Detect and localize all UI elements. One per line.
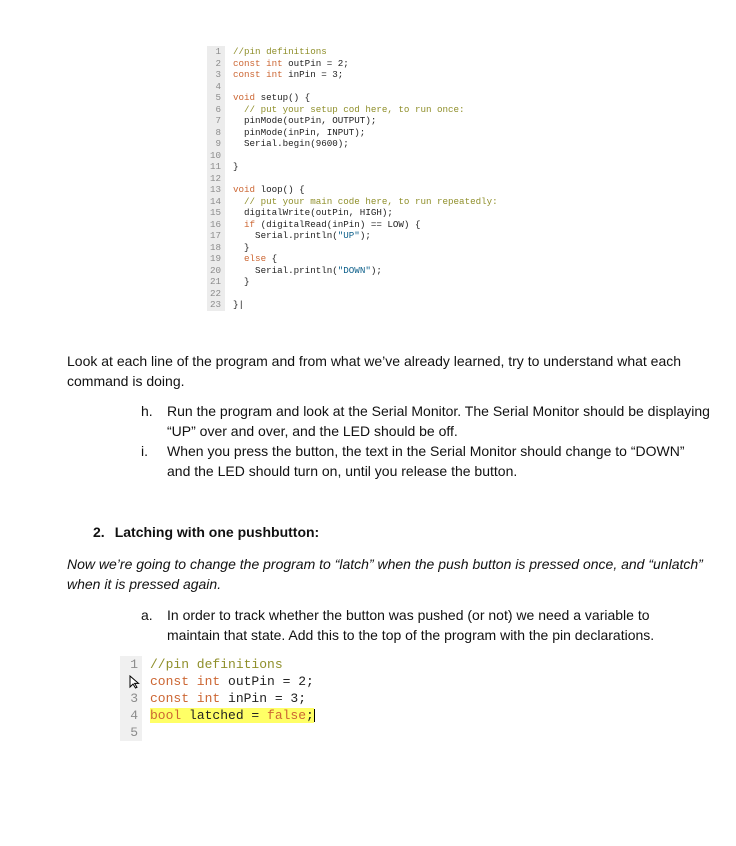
code-token: else: [233, 253, 272, 264]
code-token: Serial.println(: [233, 230, 338, 241]
code-token: }: [233, 161, 239, 172]
line-number: 18: [207, 242, 225, 254]
code-line: [207, 81, 537, 93]
code-token: digitalWrite(outPin, HIGH);: [233, 207, 393, 218]
code-line: [207, 253, 537, 265]
code-text: [233, 69, 343, 81]
code-line: [120, 707, 420, 724]
code-token: const int: [233, 69, 289, 80]
code-line: [207, 299, 537, 311]
code-token: false: [267, 708, 307, 723]
step-text-line1: When you press the button, the text in the Serial Monitor should change to “DOWN”: [167, 443, 685, 459]
code-token: pinMode(outPin, OUTPUT);: [233, 115, 377, 126]
code-line: [120, 724, 420, 741]
code-text: [233, 230, 371, 242]
code-text: [233, 299, 244, 311]
step-marker: h.: [141, 403, 153, 419]
section-heading: [93, 524, 319, 540]
line-number: 15: [207, 207, 225, 219]
line-number: 3: [120, 690, 142, 707]
code-token: //pin definitions: [150, 657, 283, 672]
line-number: 13: [207, 184, 225, 196]
line-number: 6: [207, 104, 225, 116]
code-sample-latched: [120, 656, 420, 741]
code-token: Serial.begin(9600);: [233, 138, 349, 149]
code-token: );: [370, 264, 382, 276]
code-sample-setup-loop: [207, 46, 537, 311]
code-token: Serial.println(: [233, 264, 338, 276]
line-number: 20: [207, 265, 225, 277]
line-number: 22: [207, 288, 225, 300]
code-token: //pin definitions: [233, 46, 327, 57]
code-text: [150, 656, 283, 673]
code-text: [233, 161, 239, 173]
code-token: inPin = 3;: [228, 691, 307, 706]
line-number: 1: [120, 656, 142, 673]
step-marker: i.: [141, 443, 148, 459]
line-number: 4: [207, 81, 225, 93]
section-intro-line1: Now we’re going to change the program to “latch” when the push button is pressed once, and “unlatch”: [67, 556, 703, 572]
code-token: latched =: [189, 708, 268, 723]
code-token: outPin = 2;: [288, 57, 349, 69]
section-intro: [67, 554, 727, 594]
line-number: 3: [207, 69, 225, 81]
code-line: [207, 219, 537, 231]
code-token: "UP": [337, 230, 360, 241]
line-number: 5: [120, 724, 142, 741]
code-line: [207, 58, 537, 70]
code-line: [207, 265, 537, 277]
code-line: [207, 184, 537, 196]
code-line: [207, 288, 537, 300]
line-number: 14: [207, 196, 225, 208]
line-number: 16: [207, 219, 225, 231]
step-text-line2: and the LED should turn on, until you release the button.: [167, 463, 518, 479]
code-text: [233, 58, 349, 70]
code-line: [207, 46, 537, 58]
line-number: 5: [207, 92, 225, 104]
code-token: "DOWN": [337, 264, 371, 276]
step-marker: a.: [141, 607, 153, 623]
step-text-line1: In order to track whether the button was pushed (or not) we need a variable to: [167, 607, 650, 623]
code-text: [233, 104, 465, 116]
text-cursor: [314, 709, 315, 722]
mouse-pointer-icon: [129, 675, 141, 689]
code-token: }|: [233, 299, 245, 310]
code-token: {: [271, 253, 278, 264]
line-number: 23: [207, 299, 225, 311]
code-line: [207, 196, 537, 208]
code-text: [233, 207, 393, 219]
code-token: const int: [150, 691, 229, 706]
section-number: 2.: [93, 524, 105, 540]
code-token: // put your setup cod here, to run once:: [233, 103, 465, 115]
code-line: [207, 207, 537, 219]
line-number: 8: [207, 127, 225, 139]
code-token: bool: [150, 708, 190, 723]
code-token: void: [233, 92, 261, 103]
code-line: [207, 242, 537, 254]
code-token: inPin = 3;: [288, 69, 344, 80]
line-number: 21: [207, 276, 225, 288]
code-line: [207, 127, 537, 139]
code-token: const int: [150, 674, 229, 689]
code-line: [120, 656, 420, 673]
line-number: 12: [207, 173, 225, 185]
code-text: [233, 276, 250, 288]
code-text: [150, 673, 314, 690]
code-token: setup() {: [260, 92, 311, 103]
line-number: 4: [120, 707, 142, 724]
line-number: 10: [207, 150, 225, 162]
section-title: Latching with one pushbutton:: [114, 524, 320, 540]
code-token: }: [233, 276, 250, 287]
code-text: [233, 196, 498, 208]
code-text: [150, 690, 306, 707]
code-token: outPin = 2;: [228, 674, 314, 689]
line-number: 2: [207, 58, 225, 70]
line-number: 19: [207, 253, 225, 265]
code-token: );: [359, 230, 371, 241]
code-text: [233, 115, 376, 127]
code-line: [207, 115, 537, 127]
code-line: [120, 673, 420, 690]
code-line: [207, 161, 537, 173]
line-number: 17: [207, 230, 225, 242]
code-token: loop() {: [260, 184, 305, 195]
code-text: [233, 46, 327, 58]
code-line: [207, 150, 537, 162]
line-number: 11: [207, 161, 225, 173]
code-text: [233, 127, 365, 139]
code-line: [207, 276, 537, 288]
code-line: [120, 690, 420, 707]
line-number: 9: [207, 138, 225, 150]
code-token: (digitalRead(inPin) == LOW) {: [260, 218, 421, 230]
code-line: [207, 92, 537, 104]
code-line: [207, 173, 537, 185]
line-number: 7: [207, 115, 225, 127]
code-token: // put your main code here, to run repeatedly:: [233, 195, 498, 207]
code-token: if: [233, 218, 261, 230]
code-text: [233, 253, 277, 265]
code-text: [233, 265, 382, 277]
code-text: [233, 92, 310, 104]
code-text: [233, 219, 420, 231]
code-token: }: [233, 241, 250, 253]
code-line: [207, 138, 537, 150]
code-line: [207, 104, 537, 116]
line-number: 1: [207, 46, 225, 58]
code-text: [233, 138, 349, 150]
code-line: [207, 230, 537, 242]
step-text-line1: Run the program and look at the Serial Monitor. The Serial Monitor should be displaying: [167, 403, 710, 419]
intro-paragraph: Look at each line of the program and from what we’ve already learned, try to understand what each command is doing.: [67, 353, 682, 389]
code-text: [233, 184, 305, 196]
code-text: [233, 242, 250, 254]
code-line: [207, 69, 537, 81]
section-intro-line2: when it is pressed again.: [67, 576, 222, 592]
code-text: [150, 707, 315, 724]
code-token: ;: [306, 708, 314, 723]
code-token: pinMode(inPin, INPUT);: [233, 126, 366, 138]
step-text-line2: maintain that state. Add this to the top of the program with the pin declarations.: [167, 627, 655, 643]
step-text-line2: “UP” over and over, and the LED should be off.: [167, 423, 458, 439]
code-token: void: [233, 184, 261, 195]
code-token: const int: [233, 57, 289, 69]
